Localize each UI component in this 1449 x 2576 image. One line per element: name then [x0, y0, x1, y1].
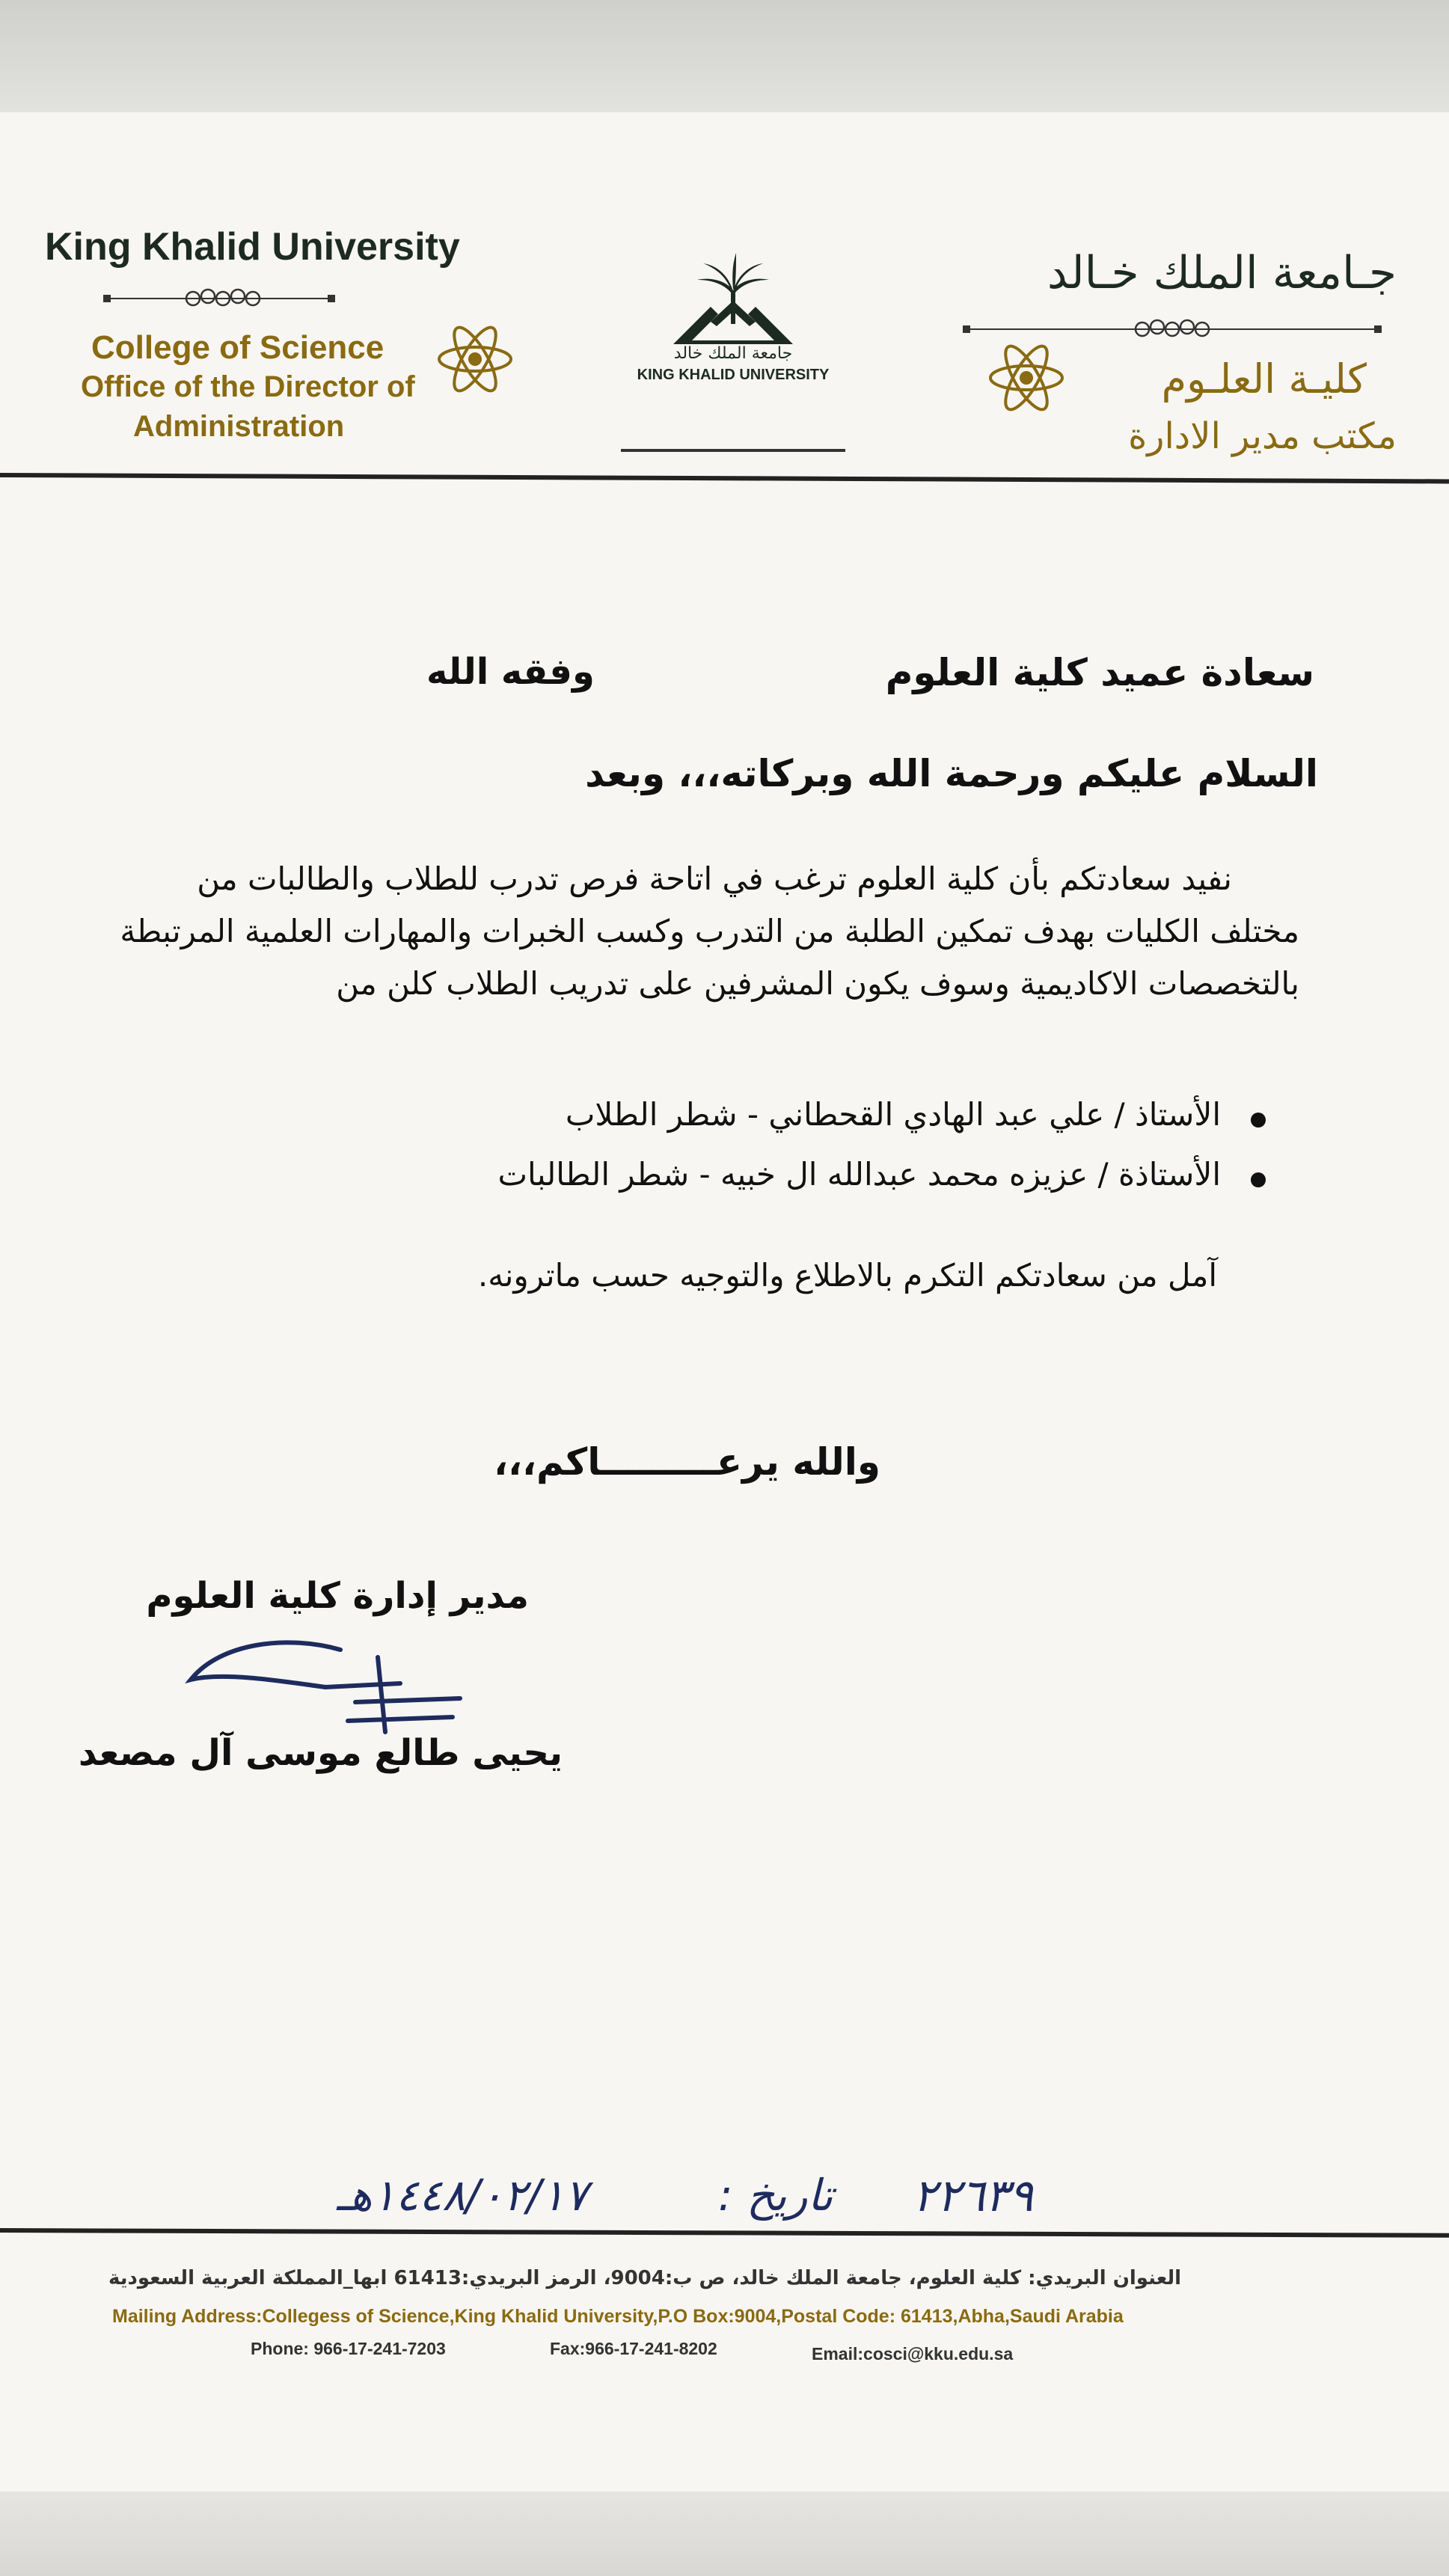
reference-number: ٢٢٦٣٩ [913, 2170, 1034, 2222]
paragraph-line: مختلف الكليات بهدف تمكين الطلبة من التدرب وكسب الخبرات والمهارات العلمية المرتبطة [120, 913, 1299, 949]
bullet-icon [1251, 1113, 1266, 1128]
footer-fax: Fax:966-17-241-8202 [550, 2339, 717, 2358]
footer-phone: Phone: 966-17-241-7203 [251, 2339, 446, 2358]
office-name-en-line2: Administration [133, 410, 345, 443]
list-item [497, 1096, 1266, 1156]
university-name-en: King Khalid University [45, 225, 460, 269]
atom-icon [985, 337, 1067, 419]
atom-icon [434, 318, 516, 400]
list-item [497, 1156, 1266, 1216]
signatory-title: مدير إدارة كلية العلوم [146, 1575, 529, 1617]
page-top-margin [0, 0, 1449, 112]
addressee: سعادة عميد كلية العلوم [885, 651, 1314, 694]
college-name-ar: كليـة العلـوم [1161, 355, 1367, 403]
paragraph-line: بالتخصصات الاكاديمية وسوف يكون المشرفين على تدريب الطلاب كلن من [336, 965, 1299, 1002]
ornament-divider-icon [103, 287, 335, 310]
footer-address-en: Mailing Address:Collegess of Science,King Khalid University,P.O Box:9004,Postal Code: 61413,Abha,Saudi Arabia [112, 2306, 1124, 2327]
logo-text-ar: جامعة الملك خالد [673, 344, 793, 363]
college-name-en: College of Science [91, 329, 385, 366]
date-value: ١٤٤٨/٠٢/١٧هـ [337, 2170, 588, 2221]
paragraph-line: نفيد سعادتكم بأن كلية العلوم ترغب في اتاحة فرص تدرب للطلاب والطالبات من [197, 860, 1232, 897]
bullet-icon [1251, 1172, 1266, 1187]
footer-email: Email:cosci@kku.edu.sa [812, 2344, 1014, 2364]
footer-address-ar: العنوان البريدي: كلية العلوم، جامعة الملك خالد، ص ب:9004، الرمز البريدي:61413 ابها_المملكة العربية السعودية [108, 2267, 1182, 2289]
office-name-en-line1: Office of the Director of [81, 370, 415, 403]
university-name-ar: جـامعة الملك خـالد [1047, 247, 1397, 299]
addressee-blessing: وفقه الله [426, 651, 595, 693]
closing-request: آمل من سعادتكم التكرم بالاطلاع والتوجيه حسب ماترونه. [477, 1257, 1217, 1294]
body-paragraph [120, 853, 1299, 1010]
page-bottom-margin [0, 2491, 1449, 2576]
letter-sheet [0, 112, 1449, 2491]
logo-underline [621, 449, 845, 452]
valediction: والله يرعـــــــــاكم،،، [493, 1440, 880, 1484]
supervisor-male: الأستاذ / علي عبد الهادي القحطاني - شطر الطلاب [565, 1096, 1221, 1133]
date-label: تاريخ : [718, 2170, 833, 2221]
supervisor-list [497, 1096, 1266, 1216]
logo-text-en: KING KHALID UNIVERSITY [637, 367, 830, 383]
palm-tree-logo-icon [658, 247, 808, 352]
signatory-name: يحيى طالع موسى آل مصعد [78, 1732, 563, 1774]
university-logo [613, 247, 853, 456]
office-name-ar: مكتب مدير الادارة [1128, 415, 1397, 457]
supervisor-female: الأستاذة / عزيزه محمد عبدالله ال خبيه - شطر الطالبات [497, 1156, 1221, 1193]
greeting: السلام عليكم ورحمة الله وبركاته،،، وبعد [585, 752, 1318, 795]
